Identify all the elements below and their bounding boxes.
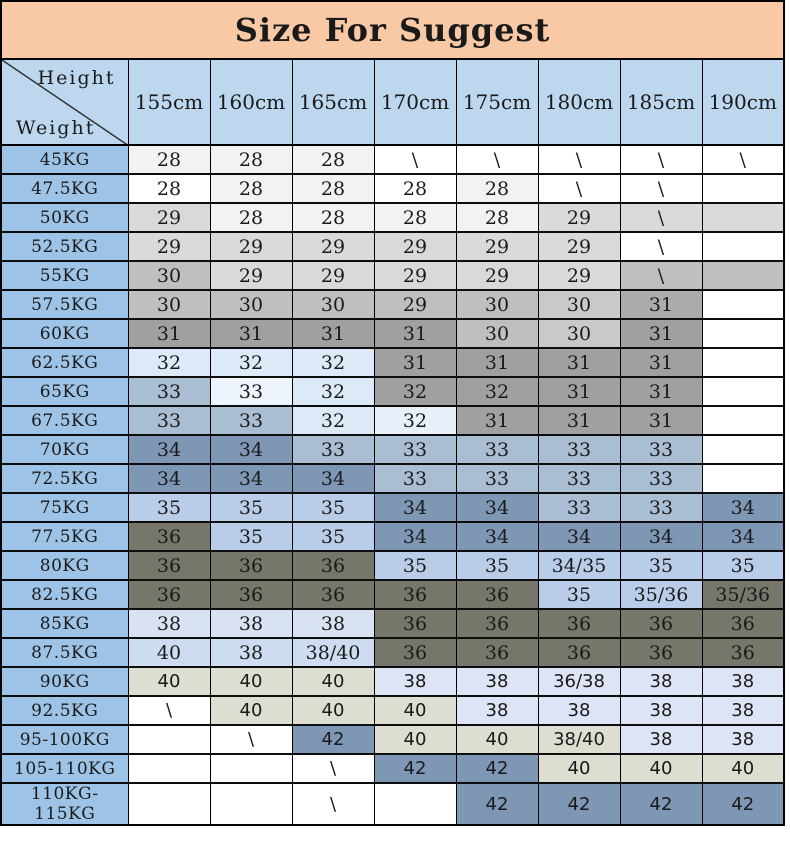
row-header-95-100kg: 95-100KG <box>1 725 128 754</box>
size-cell: 38 <box>702 696 784 725</box>
size-cell: 36 <box>456 638 538 667</box>
size-cell: 36 <box>374 638 456 667</box>
size-cell: 36 <box>128 551 210 580</box>
size-cell <box>702 203 784 232</box>
size-cell: 33 <box>538 464 620 493</box>
size-cell: 34 <box>456 493 538 522</box>
size-cell: 33 <box>128 377 210 406</box>
size-cell: 29 <box>374 261 456 290</box>
column-header-180cm: 180cm <box>538 59 620 145</box>
row-header-65kg: 65KG <box>1 377 128 406</box>
size-cell: 29 <box>538 232 620 261</box>
size-cell: 32 <box>374 377 456 406</box>
size-cell: 29 <box>128 232 210 261</box>
size-cell: 29 <box>538 203 620 232</box>
size-cell: 34 <box>128 435 210 464</box>
corner-cell <box>1 59 128 145</box>
size-cell: 36 <box>128 580 210 609</box>
size-cell: 36 <box>292 551 374 580</box>
title-row <box>1 1 784 59</box>
size-cell: 36 <box>538 638 620 667</box>
size-cell: 38 <box>456 696 538 725</box>
table-row <box>1 522 784 551</box>
size-cell <box>128 725 210 754</box>
size-cell: 34 <box>210 435 292 464</box>
size-cell: 32 <box>292 348 374 377</box>
size-cell: 29 <box>128 203 210 232</box>
size-cell: 38 <box>702 725 784 754</box>
table-row <box>1 261 784 290</box>
size-cell: 29 <box>292 232 374 261</box>
row-header-90kg: 90KG <box>1 667 128 696</box>
size-cell: 31 <box>456 406 538 435</box>
column-header-185cm: 185cm <box>620 59 702 145</box>
column-header-170cm: 170cm <box>374 59 456 145</box>
size-cell: 38 <box>538 696 620 725</box>
row-header-75kg: 75KG <box>1 493 128 522</box>
size-cell: 38 <box>620 667 702 696</box>
size-cell: 33 <box>210 377 292 406</box>
size-cell: 31 <box>620 348 702 377</box>
size-cell: 38 <box>456 667 538 696</box>
size-cell: 42 <box>374 754 456 783</box>
size-cell: 32 <box>374 406 456 435</box>
size-cell: 29 <box>210 261 292 290</box>
size-cell: 34 <box>292 464 374 493</box>
size-cell <box>702 348 784 377</box>
column-header-155cm: 155cm <box>128 59 210 145</box>
table-row <box>1 725 784 754</box>
size-cell: 35 <box>210 522 292 551</box>
size-cell: 30 <box>128 261 210 290</box>
size-cell: 33 <box>374 464 456 493</box>
row-header-62.5kg: 62.5KG <box>1 348 128 377</box>
table-row <box>1 348 784 377</box>
size-cell: \ <box>620 203 702 232</box>
size-cell: 32 <box>292 406 374 435</box>
size-cell: 31 <box>620 406 702 435</box>
size-cell: \ <box>210 725 292 754</box>
size-cell: \ <box>620 145 702 174</box>
size-cell: 38 <box>620 725 702 754</box>
size-cell: 28 <box>210 145 292 174</box>
size-cell: 32 <box>292 377 374 406</box>
size-cell <box>702 232 784 261</box>
size-cell: \ <box>538 145 620 174</box>
size-cell: 40 <box>374 696 456 725</box>
column-header-165cm: 165cm <box>292 59 374 145</box>
size-cell: 40 <box>620 754 702 783</box>
size-cell: 36 <box>620 609 702 638</box>
size-cell: \ <box>128 696 210 725</box>
size-cell <box>210 754 292 783</box>
size-cell: 31 <box>620 290 702 319</box>
size-cell: 34 <box>702 493 784 522</box>
row-header-77.5kg: 77.5KG <box>1 522 128 551</box>
size-cell: 31 <box>538 348 620 377</box>
size-cell: 35 <box>456 551 538 580</box>
size-cell: 35 <box>128 493 210 522</box>
row-header-60kg: 60KG <box>1 319 128 348</box>
size-cell <box>702 290 784 319</box>
size-cell: 32 <box>128 348 210 377</box>
table-row <box>1 696 784 725</box>
size-cell: 31 <box>538 406 620 435</box>
size-cell: 35 <box>702 551 784 580</box>
size-cell: 28 <box>374 203 456 232</box>
table-row <box>1 783 784 825</box>
size-cell <box>702 261 784 290</box>
size-cell: 29 <box>374 232 456 261</box>
size-cell: 38 <box>292 609 374 638</box>
size-cell: 29 <box>374 290 456 319</box>
size-cell: 33 <box>128 406 210 435</box>
row-header-47.5kg: 47.5KG <box>1 174 128 203</box>
size-cell: \ <box>702 145 784 174</box>
column-header-190cm: 190cm <box>702 59 784 145</box>
table-row <box>1 406 784 435</box>
size-cell <box>702 319 784 348</box>
table-row <box>1 435 784 464</box>
row-header-72.5kg: 72.5KG <box>1 464 128 493</box>
size-cell: 31 <box>210 319 292 348</box>
row-header-57.5kg: 57.5KG <box>1 290 128 319</box>
row-header-92.5kg: 92.5KG <box>1 696 128 725</box>
size-cell: 40 <box>128 667 210 696</box>
table-row <box>1 754 784 783</box>
size-cell: 30 <box>456 319 538 348</box>
size-cell: \ <box>292 783 374 825</box>
size-cell: 40 <box>210 696 292 725</box>
size-cell: 31 <box>128 319 210 348</box>
table-row <box>1 580 784 609</box>
size-cell: 35 <box>210 493 292 522</box>
size-cell: 28 <box>374 174 456 203</box>
row-header-80kg: 80KG <box>1 551 128 580</box>
size-cell <box>128 783 210 825</box>
column-header-160cm: 160cm <box>210 59 292 145</box>
size-cell: 33 <box>374 435 456 464</box>
size-cell: 29 <box>292 261 374 290</box>
size-cell <box>702 435 784 464</box>
size-cell: 29 <box>210 232 292 261</box>
size-cell: 31 <box>620 377 702 406</box>
size-cell: \ <box>620 174 702 203</box>
size-cell: 38 <box>620 696 702 725</box>
row-header-105-110kg: 105-110KG <box>1 754 128 783</box>
size-cell: 30 <box>128 290 210 319</box>
size-cell: 30 <box>292 290 374 319</box>
row-header-82.5kg: 82.5KG <box>1 580 128 609</box>
size-cell: 42 <box>538 783 620 825</box>
size-cell: 38 <box>210 609 292 638</box>
size-cell: 33 <box>292 435 374 464</box>
size-cell: 40 <box>210 667 292 696</box>
size-cell: 35/36 <box>702 580 784 609</box>
size-cell: 42 <box>702 783 784 825</box>
page-title: Size For Suggest <box>1 1 784 59</box>
table-row <box>1 493 784 522</box>
table-row <box>1 377 784 406</box>
size-cell: \ <box>292 754 374 783</box>
size-cell: 35 <box>374 551 456 580</box>
row-header-110kg-115kg: 110KG-115KG <box>1 783 128 825</box>
size-cell <box>374 783 456 825</box>
size-cell: 34 <box>456 522 538 551</box>
size-cell: 28 <box>456 203 538 232</box>
size-cell: 31 <box>620 319 702 348</box>
size-cell: 33 <box>620 435 702 464</box>
size-cell: 31 <box>456 348 538 377</box>
size-cell: \ <box>620 232 702 261</box>
size-cell: 33 <box>620 493 702 522</box>
size-cell: 30 <box>538 290 620 319</box>
size-cell: 28 <box>210 174 292 203</box>
size-cell: 40 <box>128 638 210 667</box>
size-cell: 36 <box>210 580 292 609</box>
size-cell: 28 <box>292 174 374 203</box>
size-cell: 35 <box>292 493 374 522</box>
table-row <box>1 638 784 667</box>
size-cell: 28 <box>456 174 538 203</box>
size-cell: 36 <box>374 609 456 638</box>
size-cell: 42 <box>456 783 538 825</box>
size-cell: 34 <box>702 522 784 551</box>
row-header-52.5kg: 52.5KG <box>1 232 128 261</box>
size-cell: 38 <box>210 638 292 667</box>
size-cell: 38/40 <box>538 725 620 754</box>
table-row <box>1 174 784 203</box>
size-cell: \ <box>538 174 620 203</box>
size-cell: 28 <box>128 145 210 174</box>
size-cell: 35/36 <box>620 580 702 609</box>
size-cell: 33 <box>538 435 620 464</box>
table-row <box>1 464 784 493</box>
size-cell: 36 <box>456 580 538 609</box>
row-header-87.5kg: 87.5KG <box>1 638 128 667</box>
size-cell: 35 <box>538 580 620 609</box>
row-header-70kg: 70KG <box>1 435 128 464</box>
size-cell <box>702 406 784 435</box>
size-cell: 36 <box>702 609 784 638</box>
size-cell: 29 <box>456 261 538 290</box>
size-cell: 36 <box>292 580 374 609</box>
size-cell: 33 <box>456 464 538 493</box>
table-row <box>1 551 784 580</box>
size-cell: 38 <box>702 667 784 696</box>
size-cell: 33 <box>456 435 538 464</box>
size-cell: 31 <box>292 319 374 348</box>
size-cell: 36 <box>538 609 620 638</box>
column-header-175cm: 175cm <box>456 59 538 145</box>
row-header-50kg: 50KG <box>1 203 128 232</box>
size-cell: 29 <box>538 261 620 290</box>
size-cell: 36 <box>128 522 210 551</box>
size-cell: 28 <box>292 203 374 232</box>
size-cell: 34 <box>374 522 456 551</box>
size-cell: 36 <box>210 551 292 580</box>
size-cell: 36 <box>620 638 702 667</box>
size-cell: 36 <box>456 609 538 638</box>
size-cell: 42 <box>292 725 374 754</box>
size-cell: \ <box>374 145 456 174</box>
corner-weight-label: Weight <box>16 117 96 139</box>
size-cell: 40 <box>374 725 456 754</box>
size-cell: 30 <box>456 290 538 319</box>
size-cell: 34/35 <box>538 551 620 580</box>
size-cell: 28 <box>128 174 210 203</box>
size-cell <box>702 377 784 406</box>
size-cell: 34 <box>538 522 620 551</box>
size-cell: 36/38 <box>538 667 620 696</box>
table-row <box>1 609 784 638</box>
size-cell: 36 <box>702 638 784 667</box>
size-cell: 33 <box>620 464 702 493</box>
row-header-45kg: 45KG <box>1 145 128 174</box>
size-cell: 32 <box>210 348 292 377</box>
size-cell: 32 <box>456 377 538 406</box>
size-cell: 28 <box>292 145 374 174</box>
size-cell: 31 <box>374 348 456 377</box>
size-cell: 40 <box>456 725 538 754</box>
size-cell: 42 <box>620 783 702 825</box>
size-cell: 35 <box>620 551 702 580</box>
size-cell: 40 <box>292 696 374 725</box>
table-row <box>1 145 784 174</box>
corner-height-label: Height <box>37 67 116 89</box>
size-cell: 35 <box>292 522 374 551</box>
size-cell: \ <box>620 261 702 290</box>
size-cell: 31 <box>374 319 456 348</box>
size-cell: 34 <box>128 464 210 493</box>
size-cell: 33 <box>538 493 620 522</box>
size-cell: 34 <box>210 464 292 493</box>
size-cell: 34 <box>620 522 702 551</box>
table-row <box>1 667 784 696</box>
size-cell <box>210 783 292 825</box>
row-header-55kg: 55KG <box>1 261 128 290</box>
table-row <box>1 232 784 261</box>
size-cell: 30 <box>538 319 620 348</box>
size-cell: 29 <box>456 232 538 261</box>
size-cell <box>128 754 210 783</box>
table-row <box>1 290 784 319</box>
size-cell: 28 <box>210 203 292 232</box>
size-cell: 40 <box>538 754 620 783</box>
size-cell: 38/40 <box>292 638 374 667</box>
size-cell: 38 <box>374 667 456 696</box>
size-cell: \ <box>456 145 538 174</box>
size-cell: 30 <box>210 290 292 319</box>
size-cell: 36 <box>374 580 456 609</box>
size-cell: 40 <box>702 754 784 783</box>
header-row <box>1 59 784 145</box>
table-row <box>1 319 784 348</box>
size-cell: 42 <box>456 754 538 783</box>
size-cell: 40 <box>292 667 374 696</box>
size-cell: 33 <box>210 406 292 435</box>
size-cell: 31 <box>538 377 620 406</box>
table-row <box>1 203 784 232</box>
size-cell <box>702 464 784 493</box>
size-cell <box>702 174 784 203</box>
size-cell: 38 <box>128 609 210 638</box>
row-header-67.5kg: 67.5KG <box>1 406 128 435</box>
size-cell: 34 <box>374 493 456 522</box>
row-header-85kg: 85KG <box>1 609 128 638</box>
